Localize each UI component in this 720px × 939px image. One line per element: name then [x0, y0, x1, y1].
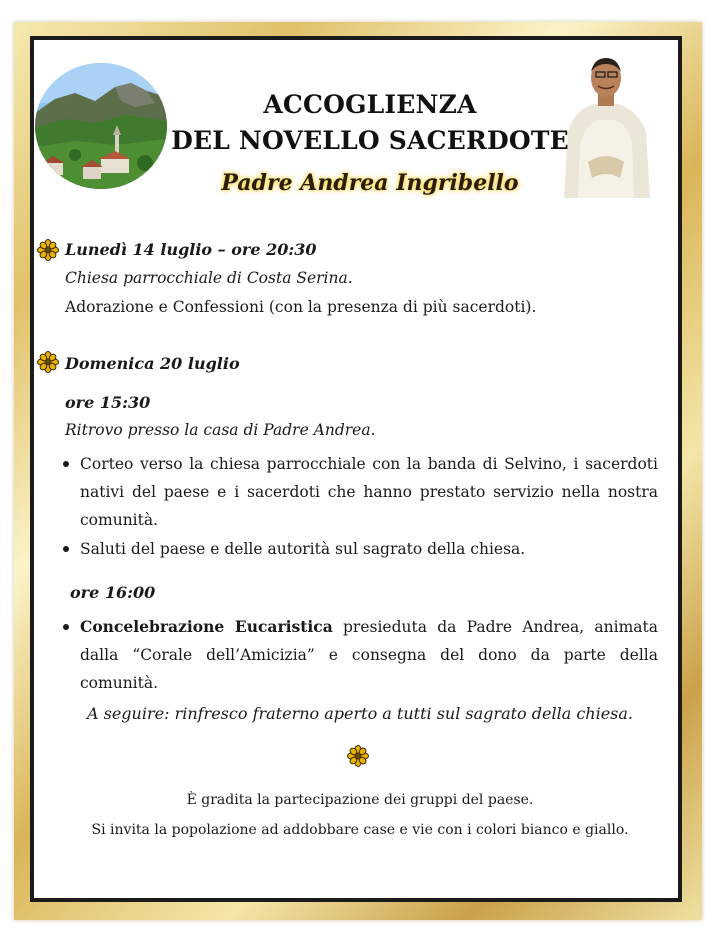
bullet-dot — [63, 546, 69, 552]
footer-line-1: È gradita la partecipazione dei gruppi del paese. — [186, 792, 534, 808]
refreshment-note: A seguire: rinfresco fraterno aperto a tutti sul sagrato della chiesa. — [86, 704, 634, 723]
priest-name: Padre Andrea Ingribello — [221, 170, 519, 196]
event1-description: Adorazione e Confessioni (con la presenza di più sacerdoti). — [65, 298, 537, 316]
bullet-dot — [63, 461, 69, 467]
event2-time2: ore 16:00 — [70, 583, 156, 602]
bullet-procession: Corteo verso la chiesa parrocchiale con la banda di Selvino, i sacerdoti nativi del paese e i sacerdoti che hanno prestato servizio nella nostra comunità. — [80, 455, 658, 529]
bullet-dot — [63, 624, 69, 630]
bullet-greetings: Saluti del paese e delle autorità sul sagrato della chiesa. — [80, 540, 526, 558]
flower-icon — [37, 239, 59, 261]
footer-line-2: Si invita la popolazione ad addobbare case e vie con i colori bianco e giallo. — [91, 822, 629, 838]
event1-heading: Lunedì 14 luglio – ore 20:30 — [65, 240, 317, 259]
title-line-1: ACCOGLIENZA — [263, 90, 477, 119]
event2-meeting: Ritrovo presso la casa di Padre Andrea. — [65, 421, 376, 439]
event2-heading: Domenica 20 luglio — [65, 354, 240, 373]
village-photo — [35, 63, 167, 189]
mass-details: presieduta da Padre Andrea, animata dalla “Corale dell’Amicizia” e consegna del dono da parte della comunità. — [80, 618, 658, 692]
flower-icon — [37, 351, 59, 373]
title-line-2: DEL NOVELLO SACERDOTE — [171, 126, 569, 155]
event2-time1: ore 15:30 — [65, 393, 151, 412]
mass-title: Concelebrazione Eucaristica — [80, 617, 333, 636]
flower-icon — [347, 745, 369, 767]
bullet-mass — [80, 613, 658, 697]
event1-location: Chiesa parrocchiale di Costa Serina. — [65, 269, 353, 287]
